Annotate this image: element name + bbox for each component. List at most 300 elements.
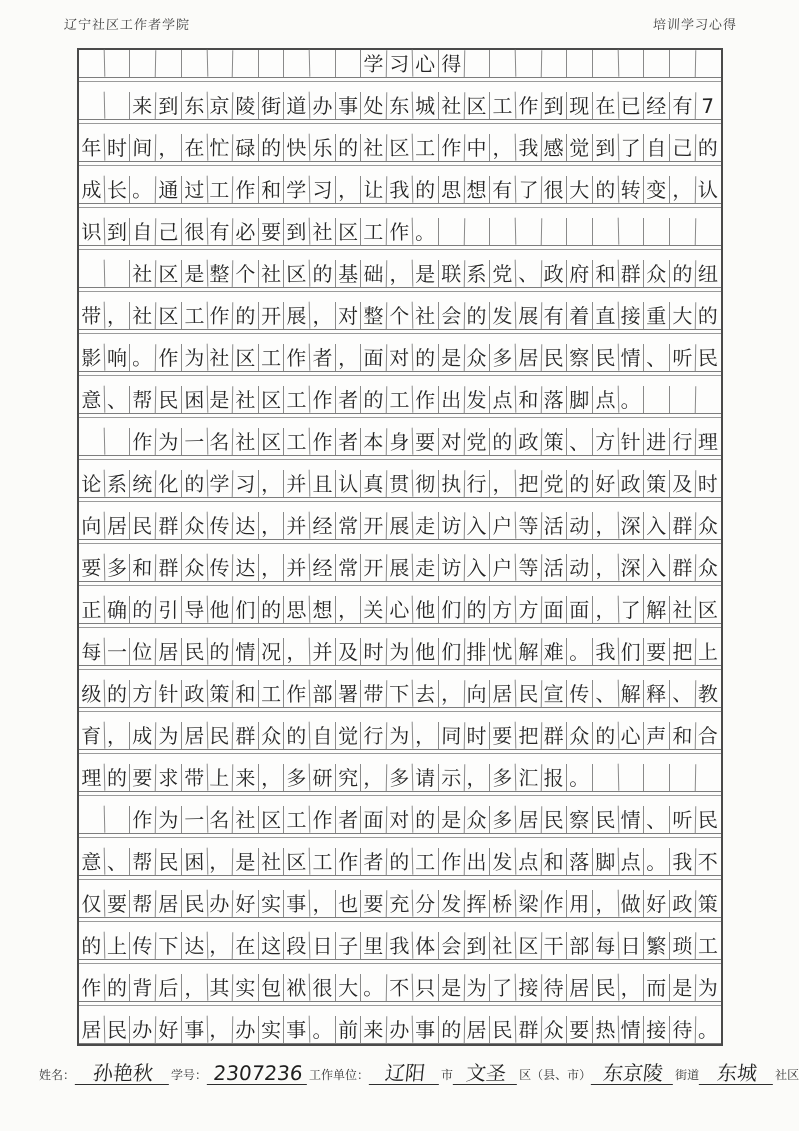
row-gap	[79, 792, 721, 806]
grid-cell: 要	[644, 638, 670, 665]
grid-cell	[592, 50, 618, 78]
grid-cell: 作	[310, 386, 336, 413]
grid-cell: 感	[541, 134, 567, 161]
grid-cell: 下	[387, 680, 413, 708]
grid-cell: 袱	[284, 974, 310, 1002]
grid-cell: 也	[336, 890, 362, 917]
row-gap	[79, 78, 721, 92]
grid-cell: 到	[105, 218, 131, 245]
grid-cell: 街	[259, 92, 285, 119]
grid-cell: 到	[592, 134, 618, 162]
manuscript-row-cells	[79, 512, 721, 540]
grid-cell: 他	[207, 596, 233, 624]
grid-cell: 访	[438, 512, 464, 540]
grid-cell: 贯	[387, 470, 413, 498]
row-gap	[79, 330, 721, 344]
grid-cell: 点	[618, 848, 644, 875]
grid-cell: 开	[361, 554, 387, 582]
grid-cell: 达	[233, 512, 259, 539]
grid-cell: 和	[130, 554, 156, 582]
grid-cell: 已	[618, 92, 644, 119]
grid-cell: 策	[207, 680, 233, 708]
grid-cell: 请	[413, 764, 439, 791]
grid-cell	[618, 50, 644, 77]
grid-cell: 是	[233, 848, 259, 875]
grid-cell: 等	[515, 554, 541, 582]
grid-cell: 理	[697, 429, 719, 454]
grid-cell: 党	[541, 470, 567, 497]
grid-cell: 理	[79, 764, 105, 792]
grid-cell: 的	[490, 428, 516, 456]
grid-cell: 发	[464, 386, 490, 413]
row-gap-line	[79, 459, 721, 460]
grid-cell: 众	[697, 513, 719, 538]
grid-cell	[105, 428, 131, 455]
manuscript-row	[79, 344, 721, 386]
grid-cell: 的	[387, 848, 413, 876]
grid-cell: ，	[336, 596, 362, 623]
row-gap	[79, 414, 721, 428]
manuscript-row	[79, 680, 721, 722]
grid-cell: 习	[387, 50, 413, 78]
grid-cell: 的	[361, 386, 387, 414]
grid-cell: 多	[284, 764, 310, 792]
grid-cell: 要	[361, 890, 387, 918]
manuscript-row-cells	[79, 260, 721, 288]
grid-cell: ，	[592, 512, 618, 540]
grid-cell: 者	[336, 386, 362, 413]
manuscript-row-cells	[79, 890, 721, 918]
grid-cell: 作	[541, 890, 567, 917]
grid-cell: 群	[618, 260, 644, 287]
grid-cell: 接	[515, 974, 541, 1002]
grid-cell: 社	[361, 134, 387, 162]
grid-cell: 的	[207, 638, 233, 666]
grid-cell: 民	[592, 806, 618, 834]
grid-cell: 忧	[490, 638, 516, 666]
grid-cell: 解	[618, 680, 644, 707]
row-gap	[79, 960, 721, 974]
grid-cell: 、	[105, 386, 131, 413]
grid-cell: 过	[181, 176, 207, 204]
grid-cell: 和	[259, 176, 285, 203]
grid-cell: 出	[438, 386, 464, 414]
manuscript-row	[79, 932, 721, 974]
grid-cell: 针	[618, 428, 644, 455]
grid-cell: 间	[130, 134, 156, 162]
grid-cell: 办	[233, 1016, 259, 1043]
grid-cell: ，	[259, 512, 285, 539]
grid-cell: 上	[105, 932, 131, 959]
row-gap	[79, 750, 721, 764]
grid-cell: 重	[644, 302, 670, 329]
manuscript-row	[79, 260, 721, 302]
grid-cell: 。	[567, 638, 593, 665]
grid-cell: 听	[669, 344, 695, 372]
grid-cell: 工	[259, 344, 285, 371]
grid-cell: 作	[310, 428, 336, 455]
grid-cell: 为	[181, 344, 207, 372]
grid-cell: 作	[207, 302, 233, 330]
grid-cell: 及	[669, 470, 695, 498]
grid-cell: 府	[567, 260, 593, 287]
footer-signature-line	[38, 1061, 799, 1085]
grid-cell: 我	[669, 848, 695, 876]
grid-cell: 为	[156, 722, 182, 749]
grid-cell: 长	[105, 176, 131, 203]
grid-cell	[490, 50, 516, 78]
grid-cell: 点	[592, 386, 618, 414]
row-gap	[79, 162, 721, 176]
grid-cell: ，	[259, 470, 285, 497]
grid-cell: 社	[259, 260, 285, 287]
grid-cell: 意	[79, 848, 105, 876]
grid-cell: 困	[181, 848, 207, 876]
row-gap	[79, 456, 721, 470]
grid-cell: 党	[464, 428, 490, 455]
grid-cell: ，	[156, 134, 182, 161]
grid-cell	[79, 428, 105, 456]
row-gap-line	[79, 375, 721, 376]
grid-cell: 是	[438, 806, 464, 834]
grid-cell: 每	[79, 638, 105, 666]
grid-cell	[644, 218, 670, 245]
grid-cell: 会	[438, 302, 464, 330]
manuscript-row-cells	[79, 554, 721, 582]
manuscript-row	[79, 428, 721, 470]
row-gap	[79, 624, 721, 638]
grid-cell: 的	[284, 722, 310, 750]
grid-cell: 群	[669, 554, 695, 582]
grid-cell: 民	[105, 1016, 131, 1043]
grid-cell: 很	[541, 176, 567, 203]
grid-cell: ，	[310, 302, 336, 329]
grid-cell: 等	[515, 512, 541, 540]
grid-cell: 动	[567, 554, 593, 581]
manuscript-row-cells	[79, 176, 721, 204]
grid-cell: 面	[541, 596, 567, 623]
grid-cell: 时	[464, 722, 490, 749]
grid-cell: 快	[284, 134, 310, 162]
grid-cell: 把	[515, 722, 541, 750]
grid-cell: 论	[79, 470, 105, 498]
grid-cell: 党	[490, 260, 516, 288]
grid-cell: 要	[490, 722, 516, 750]
grid-cell: 的	[464, 302, 490, 329]
grid-cell: 桥	[490, 890, 516, 918]
grid-cell: 、	[567, 428, 593, 455]
row-gap	[79, 666, 721, 680]
street-suffix-label: 街道	[675, 1068, 700, 1082]
grid-cell: 作	[310, 806, 336, 833]
grid-cell: 区	[284, 260, 310, 288]
manuscript-row	[79, 50, 721, 92]
grid-cell	[669, 764, 695, 792]
grid-cell: 一	[181, 428, 207, 456]
grid-cell: 实	[259, 890, 285, 917]
grid-cell	[592, 764, 618, 792]
grid-cell: 众	[181, 554, 207, 582]
grid-cell: ，	[259, 554, 285, 581]
row-gap-line	[79, 543, 721, 544]
grid-cell: 、	[515, 260, 541, 288]
grid-cell: 中	[464, 134, 490, 161]
grid-cell: 的	[413, 344, 439, 371]
grid-cell: 民	[592, 974, 618, 1002]
grid-cell: 的	[438, 1016, 464, 1044]
grid-cell: 社	[233, 386, 259, 413]
grid-cell: 区	[336, 218, 362, 245]
grid-cell: ，	[207, 1016, 233, 1044]
grid-cell: 整	[207, 260, 233, 288]
grid-cell: 作	[438, 134, 464, 162]
grid-cell: 社	[130, 260, 156, 288]
grid-cell: ，	[181, 974, 207, 1002]
grid-cell	[464, 50, 490, 77]
manuscript-row-cells	[79, 344, 721, 372]
grid-cell: 一	[105, 638, 131, 665]
manuscript-row-cells	[79, 806, 721, 834]
grid-cell: 访	[438, 554, 464, 582]
grid-cell: 后	[156, 974, 182, 1001]
manuscript-grid	[77, 48, 723, 1046]
grid-cell: 传	[130, 932, 156, 960]
grid-cell: 察	[567, 344, 593, 371]
grid-cell: 心	[618, 722, 644, 749]
grid-cell: 对	[438, 428, 464, 456]
grid-cell: 到	[464, 932, 490, 959]
grid-cell: 事	[336, 92, 362, 119]
grid-cell: 区	[697, 597, 719, 622]
grid-cell: 民	[541, 344, 567, 371]
grid-cell: 活	[541, 512, 567, 539]
grid-cell: 。	[310, 1016, 336, 1043]
grid-cell: 好	[592, 470, 618, 498]
grid-cell: 。	[361, 974, 387, 1002]
grid-cell: 居	[515, 806, 541, 834]
grid-cell	[592, 218, 618, 246]
grid-cell: 想	[464, 176, 490, 203]
city-suffix-label: 市	[441, 1068, 454, 1082]
grid-cell: 政	[669, 890, 695, 918]
grid-cell	[541, 50, 567, 77]
grid-cell: ，	[464, 764, 490, 791]
grid-cell: 报	[541, 764, 567, 791]
row-gap-line	[79, 207, 721, 208]
row-gap-line	[79, 627, 721, 628]
grid-cell	[105, 260, 131, 287]
name-label: 姓名：	[39, 1068, 76, 1082]
grid-cell: ，	[669, 176, 695, 204]
grid-cell: 示	[438, 764, 464, 792]
grid-cell: 把	[515, 470, 541, 498]
grid-cell: 开	[259, 302, 285, 329]
grid-cell: 区	[387, 134, 413, 162]
manuscript-row	[79, 512, 721, 554]
grid-cell: 工	[413, 848, 439, 875]
grid-cell: 解	[515, 638, 541, 666]
grid-cell: 响	[105, 344, 131, 371]
grid-cell: 政	[541, 260, 567, 287]
grid-cell: 段	[284, 932, 310, 960]
grid-cell: 名	[207, 428, 233, 456]
grid-cell: 政	[515, 428, 541, 456]
grid-cell: 作	[387, 218, 413, 246]
grid-cell: 名	[207, 806, 233, 834]
grid-cell: 必	[233, 218, 259, 245]
row-gap	[79, 540, 721, 554]
grid-cell: 民	[181, 890, 207, 918]
grid-cell: 众	[464, 344, 490, 371]
grid-cell: 事	[284, 1016, 310, 1044]
grid-cell: 要	[413, 428, 439, 455]
grid-cell: 对	[387, 806, 413, 834]
grid-cell: 大	[567, 176, 593, 203]
grid-cell: 热	[592, 1016, 618, 1044]
grid-cell: 有	[207, 218, 233, 246]
grid-cell: 时	[697, 471, 719, 496]
grid-cell	[310, 50, 336, 77]
grid-cell: 民	[592, 344, 618, 372]
grid-cell: 传	[207, 554, 233, 582]
grid-cell: 达	[181, 932, 207, 960]
manuscript-row-cells	[79, 722, 721, 750]
grid-cell: 者	[310, 344, 336, 371]
grid-cell: 常	[336, 554, 362, 581]
grid-cell: 事	[284, 890, 310, 918]
grid-cell: 子	[336, 932, 362, 959]
grid-cell: 引	[156, 596, 182, 623]
grid-cell: 心	[413, 50, 439, 77]
grid-cell: 要	[130, 764, 156, 792]
grid-cell: 经	[310, 554, 336, 581]
grid-cell: ，	[284, 638, 310, 666]
community-suffix-label: 社区	[775, 1068, 799, 1082]
grid-cell: 意	[79, 386, 105, 414]
grid-cell: ，	[336, 176, 362, 203]
grid-cell: 处	[361, 92, 387, 120]
grid-cell	[541, 218, 567, 245]
grid-cell: 群	[156, 512, 182, 539]
grid-cell	[233, 50, 259, 77]
grid-cell: 他	[413, 596, 439, 623]
grid-cell: 好	[644, 890, 670, 917]
grid-cell: 工	[284, 428, 310, 456]
grid-cell: 觉	[336, 722, 362, 749]
grid-cell: 大	[336, 974, 362, 1001]
grid-cell: 社	[490, 932, 516, 960]
grid-cell: 而	[644, 974, 670, 1001]
grid-cell: 心	[387, 596, 413, 624]
grid-cell: 不	[697, 849, 719, 874]
manuscript-row-cells	[79, 386, 721, 414]
manuscript-row-cells	[79, 680, 721, 708]
manuscript-row	[79, 470, 721, 512]
grid-cell: 工	[413, 134, 439, 161]
grid-cell: 作	[79, 974, 105, 1002]
grid-cell: 执	[438, 470, 464, 498]
grid-cell: 办	[310, 92, 336, 119]
grid-cell: 转	[618, 176, 644, 203]
grid-cell: 工	[361, 218, 387, 246]
grid-cell: 仅	[79, 890, 105, 918]
grid-cell: 究	[336, 764, 362, 791]
grid-cell: 的	[697, 303, 719, 328]
manuscript-row-cells	[79, 932, 721, 960]
grid-cell: 是	[438, 974, 464, 1002]
grid-cell: 有	[541, 302, 567, 329]
grid-cell: 开	[361, 512, 387, 540]
grid-cell: 们	[233, 596, 259, 623]
grid-cell	[207, 50, 233, 78]
grid-cell: 为	[156, 806, 182, 833]
grid-cell: 情	[233, 638, 259, 665]
grid-cell: 作	[130, 428, 156, 456]
grid-cell: 用	[567, 890, 593, 917]
manuscript-row-cells	[79, 92, 721, 120]
grid-cell: 的	[130, 596, 156, 624]
grid-cell: 众	[541, 1016, 567, 1043]
grid-cell: 社	[233, 428, 259, 455]
grid-cell: 碌	[233, 134, 259, 161]
grid-cell: 民	[156, 848, 182, 875]
grid-cell: 和	[233, 680, 259, 707]
grid-cell: 下	[156, 932, 182, 959]
grid-cell: 民	[515, 680, 541, 708]
grid-cell: 户	[490, 512, 516, 540]
grid-cell: 去	[413, 680, 439, 707]
grid-cell: 为	[387, 638, 413, 666]
grid-cell: 面	[361, 344, 387, 372]
grid-cell: 且	[310, 470, 336, 497]
grid-cell	[259, 50, 285, 77]
grid-cell: 是	[413, 260, 439, 287]
manuscript-row	[79, 848, 721, 890]
grid-cell: 的	[105, 764, 131, 791]
grid-cell: 系	[464, 260, 490, 287]
grid-cell: 众	[181, 512, 207, 540]
grid-cell: 来	[361, 1016, 387, 1044]
grid-cell: 行	[361, 722, 387, 750]
grid-cell: 署	[336, 680, 362, 707]
grid-cell: 区	[156, 260, 182, 287]
grid-cell: 不	[387, 974, 413, 1002]
row-gap	[79, 288, 721, 302]
grid-cell: 策	[644, 470, 670, 497]
grid-cell: 分	[413, 890, 439, 917]
grid-cell: 繁	[644, 932, 670, 959]
grid-cell: ，	[310, 890, 336, 917]
manuscript-row	[79, 974, 721, 1016]
grid-cell: 民	[207, 722, 233, 750]
grid-cell: 想	[310, 596, 336, 623]
grid-cell: 作	[438, 848, 464, 876]
grid-cell: 自	[130, 218, 156, 246]
grid-cell: 着	[567, 302, 593, 329]
row-gap	[79, 834, 721, 848]
grid-cell: 并	[284, 554, 310, 582]
manuscript-row	[79, 134, 721, 176]
grid-cell	[644, 386, 670, 413]
grid-cell: 、	[644, 344, 670, 371]
grid-cell: 我	[592, 638, 618, 666]
grid-cell: 忙	[207, 134, 233, 162]
grid-cell	[669, 50, 695, 78]
manuscript-row-cells	[79, 470, 721, 498]
grid-cell: 帮	[130, 890, 156, 918]
row-gap	[79, 120, 721, 134]
row-gap-line	[79, 333, 721, 334]
